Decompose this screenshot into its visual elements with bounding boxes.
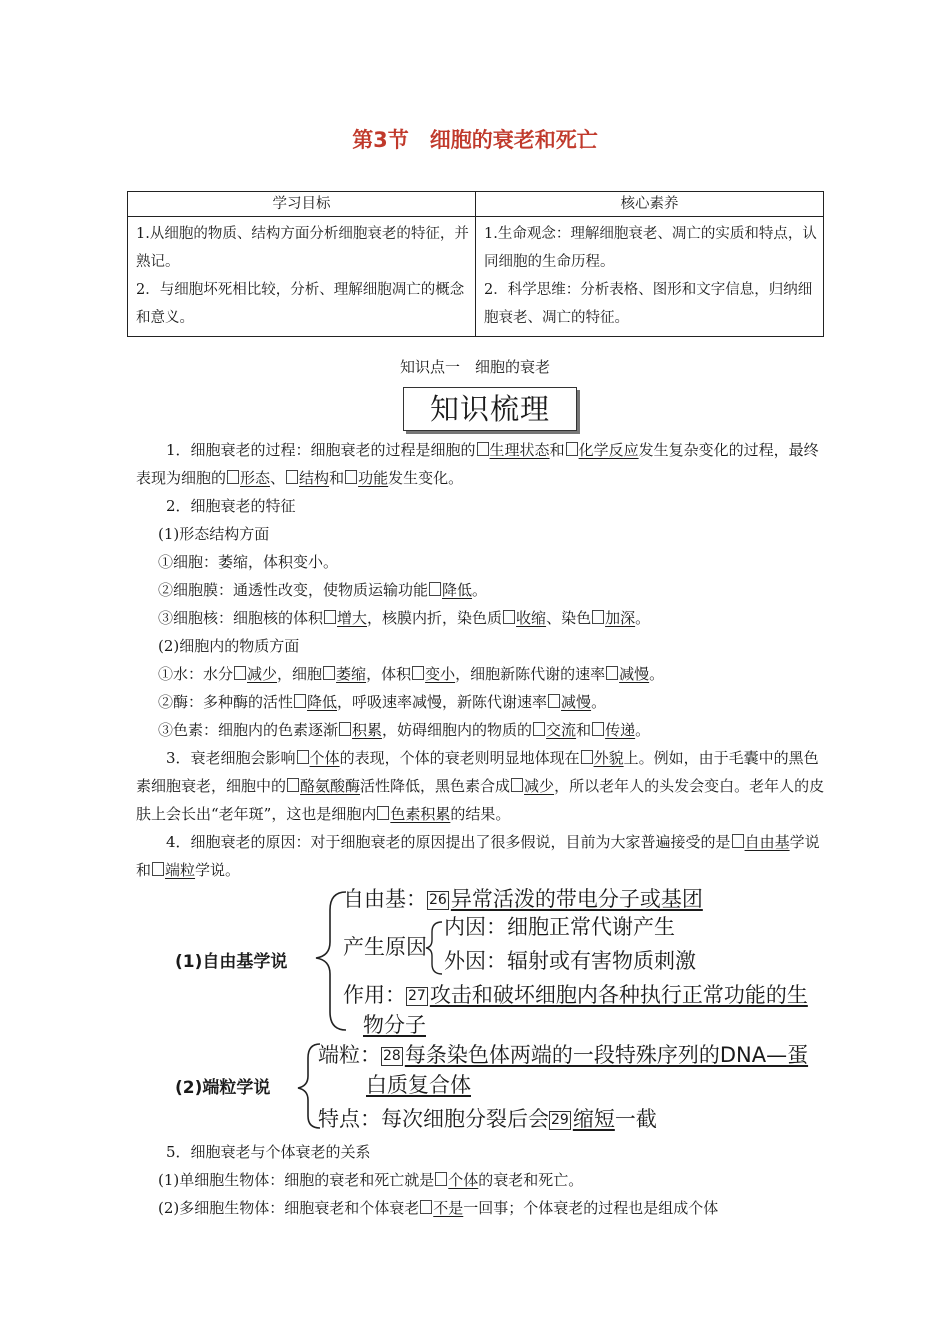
item-unicellular — [136, 1166, 848, 1194]
answer: 物分子 — [363, 1013, 426, 1037]
table-cell-core-literacy — [476, 217, 824, 337]
blank-box — [592, 610, 604, 624]
text: ，所以老年人的头发会变白。老年人的皮肤上会长出“老年斑”，这也是细胞内 — [136, 777, 825, 823]
blank-box — [294, 694, 306, 708]
brace-cause — [426, 922, 442, 974]
item-nucleus — [136, 604, 848, 632]
knowledge-banner: 知识梳理 — [403, 387, 577, 431]
table-header-cell: 学习目标 — [128, 192, 476, 217]
text: ③色素：细胞内的色素逐渐 — [158, 721, 339, 739]
text: ，呼吸速率减慢，新陈代谢速率 — [337, 693, 548, 711]
brace-telomere — [298, 1044, 320, 1128]
text: 活性降低，黑色素合成 — [360, 777, 511, 795]
text: 的结果。 — [450, 805, 511, 823]
text: ，细胞新陈代谢的速率 — [455, 665, 606, 683]
text: 和 — [329, 469, 345, 487]
cause-external: 外因：辐射或有害物质刺激 — [444, 949, 696, 973]
text: 、染色 — [546, 609, 592, 627]
blank-box — [324, 610, 336, 624]
blank-box — [420, 1200, 432, 1214]
answer: 形态 — [240, 469, 271, 487]
answer: 个体 — [309, 749, 340, 767]
answer: 收缩 — [516, 609, 547, 627]
goal-item: 1.从细胞的物质、结构方面分析细胞衰老的特征，并熟记。 — [136, 226, 469, 270]
blank-box — [297, 750, 309, 764]
answer: 白质复合体 — [366, 1073, 471, 1097]
text: 4．细胞衰老的原因：对于细胞衰老的原因提出了很多假说，目前为大家普遍接受的是 — [166, 833, 731, 851]
answer: 化学反应 — [578, 441, 639, 459]
item-multicellular — [136, 1194, 848, 1222]
free-radical-effect-cont — [363, 1010, 426, 1040]
text: 3．衰老细胞会影响 — [166, 749, 296, 767]
answer: 不是 — [433, 1199, 464, 1217]
blank-box — [548, 694, 560, 708]
blank-box — [429, 582, 441, 596]
blank-box — [152, 862, 164, 876]
answer: 减少 — [247, 665, 278, 683]
item-water — [136, 660, 848, 688]
text: 发生变化。 — [388, 469, 464, 487]
item-pigment — [136, 716, 848, 744]
answer: 缩短 — [572, 1107, 615, 1131]
answer: 加深 — [605, 609, 636, 627]
answer: 攻击和破坏细胞内各种执行正常功能的生 — [429, 983, 808, 1007]
answer: 酪氨酸酶 — [300, 777, 361, 795]
answer: 色素积累 — [390, 805, 451, 823]
text: 1．细胞衰老的过程：细胞衰老的过程是细胞的 — [166, 441, 476, 459]
blank-box — [323, 666, 335, 680]
text: ，细胞 — [277, 665, 323, 683]
telomere-definition-cont — [366, 1070, 471, 1100]
paragraph-1 — [136, 436, 826, 492]
blank-box — [339, 722, 351, 736]
text: 端粒： — [318, 1043, 381, 1067]
text: 自由基： — [343, 887, 427, 911]
telomere-feature — [318, 1104, 657, 1134]
cause-label: 产生原因 — [343, 935, 427, 959]
answer: 个体 — [448, 1171, 479, 1189]
blank-box — [511, 778, 523, 792]
free-radical-definition — [343, 884, 703, 914]
text: ②酶：多种酶的活性 — [158, 693, 294, 711]
text: ①水：水分 — [158, 665, 234, 683]
text: 。 — [472, 581, 488, 599]
answer: 积累 — [352, 721, 383, 739]
answer: 每条染色体两端的一段特殊序列的DNA—蛋 — [404, 1043, 809, 1067]
text: 上。例如，由于毛囊中的黑色素细胞衰老，细胞中的 — [136, 749, 819, 795]
text: ，妨碍细胞内的物质的 — [382, 721, 533, 739]
blank-box — [286, 470, 298, 484]
text: 的衰老和死亡。 — [478, 1171, 584, 1189]
text: 。 — [635, 721, 651, 739]
table-header-row — [128, 192, 824, 217]
text: ③细胞核：细胞核的体积 — [158, 609, 324, 627]
aging-theories-diagram — [170, 880, 840, 1135]
text: 。 — [591, 693, 607, 711]
blank-box — [412, 666, 424, 680]
text: 和 — [576, 721, 592, 739]
answer-number-badge: 26 — [429, 892, 447, 908]
cause-internal: 内因：细胞正常代谢产生 — [444, 915, 675, 939]
answer-number-badge: 29 — [551, 1112, 569, 1128]
text: 特点：每次细胞分裂后会 — [318, 1107, 549, 1131]
brace-free-radical — [316, 892, 346, 1030]
blank-box — [503, 610, 515, 624]
section-heading: 知识点一 细胞的衰老 — [399, 358, 550, 376]
text: 。 — [635, 609, 651, 627]
answer: 自由基 — [744, 833, 790, 851]
blank-box — [592, 722, 604, 736]
text: 学说。 — [195, 861, 241, 879]
blank-box — [566, 442, 578, 456]
subheading-substances: (2)细胞内的物质方面 — [158, 637, 300, 655]
text: ，核膜内折，染色质 — [367, 609, 503, 627]
blank-box — [377, 806, 389, 820]
text: (1)单细胞生物体：细胞的衰老和死亡就是 — [158, 1171, 435, 1189]
free-radical-effect — [343, 980, 808, 1010]
answer: 减慢 — [561, 693, 592, 711]
answer: 变小 — [425, 665, 456, 683]
answer: 外貌 — [593, 749, 624, 767]
goal-item: 2．与细胞坏死相比较，分析、理解细胞凋亡的概念和意义。 — [136, 282, 465, 326]
text: 。 — [649, 665, 665, 683]
literacy-item: 2．科学思维：分析表格、图形和文字信息，归纳细胞衰老、凋亡的特征。 — [484, 282, 813, 326]
answer: 结构 — [299, 469, 330, 487]
item-membrane — [136, 576, 848, 604]
blank-box — [732, 834, 744, 848]
literacy-item: 1.生命观念：理解细胞衰老、凋亡的实质和特点，认同细胞的生命历程。 — [484, 226, 817, 270]
answer: 萎缩 — [336, 665, 367, 683]
paragraph-5: 5．细胞衰老与个体衰老的关系 — [166, 1143, 371, 1161]
answer: 生理状态 — [489, 441, 550, 459]
blank-box — [287, 778, 299, 792]
answer: 异常活泼的带电分子或基团 — [450, 887, 703, 911]
text: 、 — [270, 469, 286, 487]
paragraph-2: 2．细胞衰老的特征 — [166, 497, 296, 515]
telomere-theory-label: (2)端粒学说 — [175, 1078, 271, 1098]
text: 学说和 — [136, 833, 820, 879]
telomere-definition — [318, 1040, 808, 1070]
blank-box — [435, 1172, 447, 1186]
answer: 降低 — [442, 581, 473, 599]
answer: 减慢 — [619, 665, 650, 683]
paragraph-4 — [136, 828, 826, 884]
answer: 传递 — [605, 721, 636, 739]
blank-box — [606, 666, 618, 680]
blank-box — [234, 666, 246, 680]
blank-box — [227, 470, 239, 484]
table-row — [128, 217, 824, 337]
text: 和 — [549, 441, 565, 459]
answer-number-badge: 28 — [383, 1048, 401, 1064]
blank-box — [581, 750, 593, 764]
subheading-morphology: (1)形态结构方面 — [158, 525, 270, 543]
text: 一截 — [614, 1107, 657, 1131]
blank-box — [477, 442, 489, 456]
text: 的表现，个体的衰老则明显地体现在 — [339, 749, 580, 767]
answer: 交流 — [546, 721, 577, 739]
text: ，体积 — [366, 665, 412, 683]
text: (2)多细胞生物体：细胞衰老和个体衰老 — [158, 1199, 420, 1217]
answer: 增大 — [337, 609, 368, 627]
answer-number-badge: 27 — [408, 988, 426, 1004]
answer: 降低 — [307, 693, 338, 711]
text: ②细胞膜：通透性改变，使物质运输功能 — [158, 581, 429, 599]
item-enzyme — [136, 688, 848, 716]
paragraph-3 — [136, 744, 826, 828]
item-cell: ①细胞：萎缩，体积变小。 — [158, 553, 339, 571]
text: 发生复杂变化的过程，最终表现为细胞的 — [136, 441, 819, 487]
page-title: 第3节 细胞的衰老和死亡 — [352, 128, 598, 152]
goals-table — [127, 191, 824, 337]
blank-box — [345, 470, 357, 484]
blank-box — [533, 722, 545, 736]
table-header-cell: 核心素养 — [476, 192, 824, 217]
table-cell-learning-goals — [128, 217, 476, 337]
text: 一回事；个体衰老的过程也是组成个体 — [463, 1199, 719, 1217]
answer: 端粒 — [165, 861, 196, 879]
text: 作用： — [343, 983, 406, 1007]
answer: 减少 — [524, 777, 555, 795]
answer: 功能 — [358, 469, 389, 487]
free-radical-theory-label: (1)自由基学说 — [175, 952, 288, 972]
